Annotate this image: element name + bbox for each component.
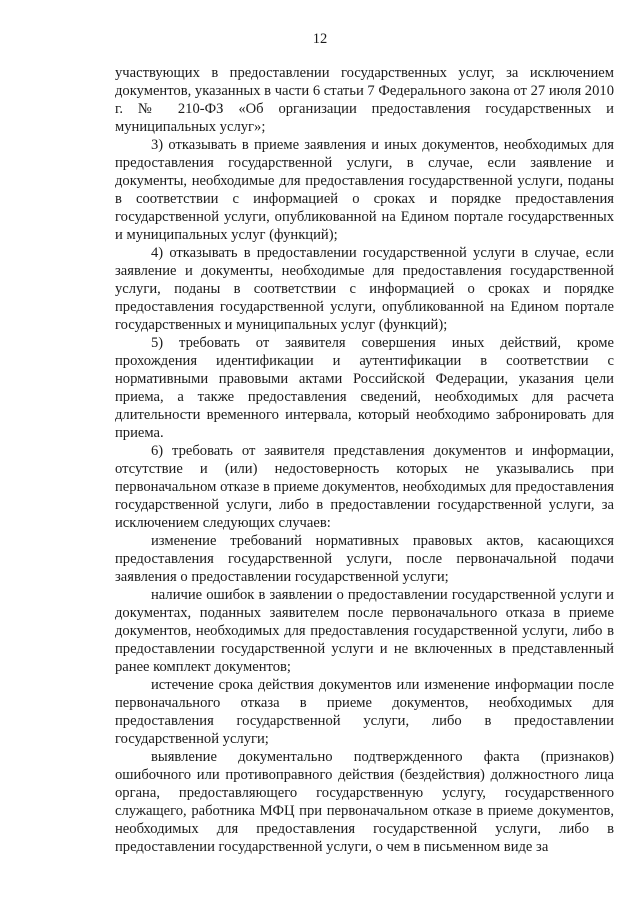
- page-number: 12: [312, 31, 328, 47]
- paragraph-item-6: 6) требовать от заявителя представления документов и информации, отсутствие и (или) недостоверность которых не указывались при первоначальном отказе в приеме документов, необходимых для предоставления государственной услуги, либо в предоставлении государственной услуги, за исключением следующих случаев:: [115, 443, 614, 531]
- document-body: [115, 64, 614, 856]
- paragraph-exception-misconduct: выявление документально подтвержденного факта (признаков) ошибочного или противоправного действия (бездействия) должностного лица органа, предоставляющего государственную услугу, государственного служащего, работника МФЦ при первоначальном отказе в приеме документов, необходимых для предоставления государственной услуги, либо в предоставлении государственной услуги, о чем в письменном виде за: [115, 749, 614, 855]
- paragraph-item-5: 5) требовать от заявителя совершения иных действий, кроме прохождения идентификации и аутентификации в соответствии с нормативными правовыми актами Российской Федерации, указания цели приема, а также предоставления сведений, необходимых для расчета длительности временного интервала, который необходимо забронировать для приема.: [115, 335, 614, 441]
- paragraph-item-4: 4) отказывать в предоставлении государственной услуги в случае, если заявление и документы, необходимые для предоставления государственной услуги, поданы в соответствии с информацией о сроках и порядке предоставления государственной услуги, опубликованной на Едином портале государственных и муниципальных услуг (функций);: [115, 245, 614, 333]
- paragraph-item-3: 3) отказывать в приеме заявления и иных документов, необходимых для предоставления государственной услуги, в случае, если заявление и документы, необходимые для предоставления государственной услуги, поданы в соответствии с информацией о сроках и порядке предоставления государственной услуги, опубликованной на Едином портале государственных и муниципальных услуг (функций);: [115, 137, 614, 243]
- paragraph-exception-errors: наличие ошибок в заявлении о предоставлении государственной услуги и документах, поданных заявителем после первоначального отказа в приеме документов, необходимых для предоставления государственной услуги, либо в предоставлении государственной услуги и не включенных в представленный ранее комплект документов;: [115, 587, 614, 675]
- paragraph-exception-expiry: истечение срока действия документов или изменение информации после первоначального отказа в приеме документов, необходимых для предоставления государственной услуги, либо в предоставлении государственной услуги;: [115, 677, 614, 747]
- paragraph-exception-requirements-change: изменение требований нормативных правовых актов, касающихся предоставления государственной услуги, после первоначальной подачи заявления о предоставлении государственной услуги;: [115, 533, 614, 585]
- paragraph-continuation: участвующих в предоставлении государственных услуг, за исключением документов, указанных в части 6 статьи 7 Федерального закона от 27 июля 2010 г. № 210-ФЗ «Об организации предоставления государственных и муниципальных услуг»;: [115, 65, 614, 135]
